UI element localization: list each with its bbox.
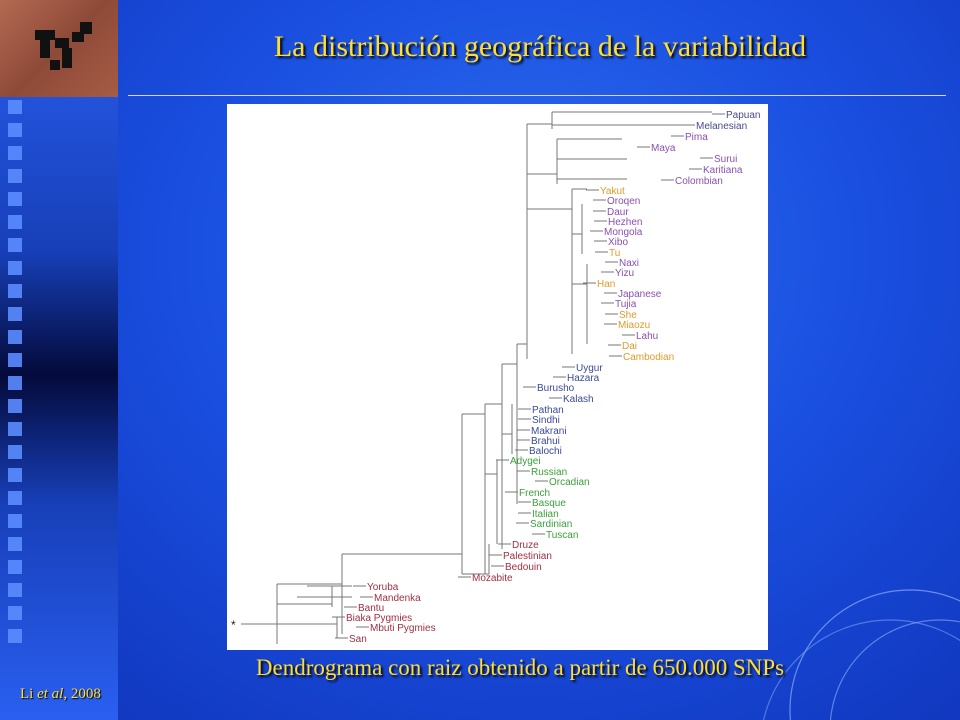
leaf-label: Yakut (600, 186, 625, 197)
leaf-label: French (519, 488, 551, 499)
leaf-label: Miaozu (618, 320, 651, 331)
leaf-label: Dai (622, 341, 638, 352)
leaf-label: Bantu (358, 603, 385, 614)
citation-author: Li (20, 686, 38, 702)
leaf-label: Tujia (615, 299, 637, 310)
leaf-label: Mbuti Pygmies (370, 623, 436, 634)
leaf-label: Mandenka (374, 593, 421, 604)
decorative-squares (8, 100, 26, 652)
leaf-label: Sardinian (530, 519, 573, 530)
leaf-label: Japanese (618, 289, 662, 300)
leaf-label: Biaka Pygmies (346, 613, 413, 624)
leaf-label: Mozabite (472, 573, 513, 584)
figure-caption: Dendrograma con raiz obtenido a partir de 650.000 SNPs (255, 655, 785, 680)
leaf-label: Mongola (604, 227, 643, 238)
leaf-label: Cambodian (623, 352, 675, 363)
leaf-label: Melanesian (696, 121, 748, 132)
leaf-label: Surui (714, 154, 738, 165)
leaf-label: Kalash (563, 394, 594, 405)
leaf-label: Naxi (619, 258, 640, 269)
leaf-label: She (619, 310, 637, 321)
university-logo (0, 0, 118, 97)
leaf-label: Brahui (531, 436, 560, 447)
leaf-label: Palestinian (503, 551, 552, 562)
leaf-label: Bedouin (505, 562, 542, 573)
leaf-label: Balochi (529, 446, 562, 457)
dendrogram (227, 104, 768, 650)
citation (20, 686, 101, 703)
citation-etal: et al (37, 686, 64, 702)
leaf-label: Xibo (608, 237, 629, 248)
logo-icon (30, 10, 100, 80)
leaf-label: Burusho (537, 383, 575, 394)
leaf-label: Hezhen (608, 217, 643, 228)
leaf-label: Basque (532, 498, 566, 509)
leaf-label: Pima (685, 132, 708, 143)
leaf-label: Oroqen (607, 196, 641, 207)
leaf-label: Sindhi (532, 415, 560, 426)
leaf-label: Tuscan (546, 530, 579, 541)
leaf-label: Karitiana (703, 165, 743, 176)
leaf-label: Daur (607, 207, 629, 218)
leaf-label: Yoruba (367, 582, 399, 593)
leaf-label: Adygei (510, 456, 541, 467)
leaf-label: Hazara (567, 373, 600, 384)
leaf-label: Yizu (615, 268, 635, 279)
slide-title: La distribución geográfica de la variabilidad (273, 30, 807, 63)
leaf-label: Papuan (726, 110, 761, 121)
leaf-label: Pathan (532, 405, 564, 416)
leaf-label: Maya (651, 143, 676, 154)
leaf-label: Uygur (576, 363, 603, 374)
leaf-label: Druze (512, 540, 539, 551)
leaf-label: Lahu (636, 331, 659, 342)
leaf-label: Tu (609, 248, 621, 259)
leaf-label: Italian (532, 509, 559, 520)
leaf-label: San (349, 634, 367, 645)
citation-year: , 2008 (63, 686, 101, 702)
leaf-label: Makrani (531, 426, 567, 437)
dendrogram-panel (227, 104, 768, 650)
root-marker: * (231, 618, 236, 632)
leaf-label: Orcadian (549, 477, 590, 488)
leaf-label: Colombian (675, 176, 723, 187)
leaf-label: Han (597, 279, 616, 290)
title-divider (128, 95, 946, 96)
leaf-label: Russian (531, 467, 568, 478)
